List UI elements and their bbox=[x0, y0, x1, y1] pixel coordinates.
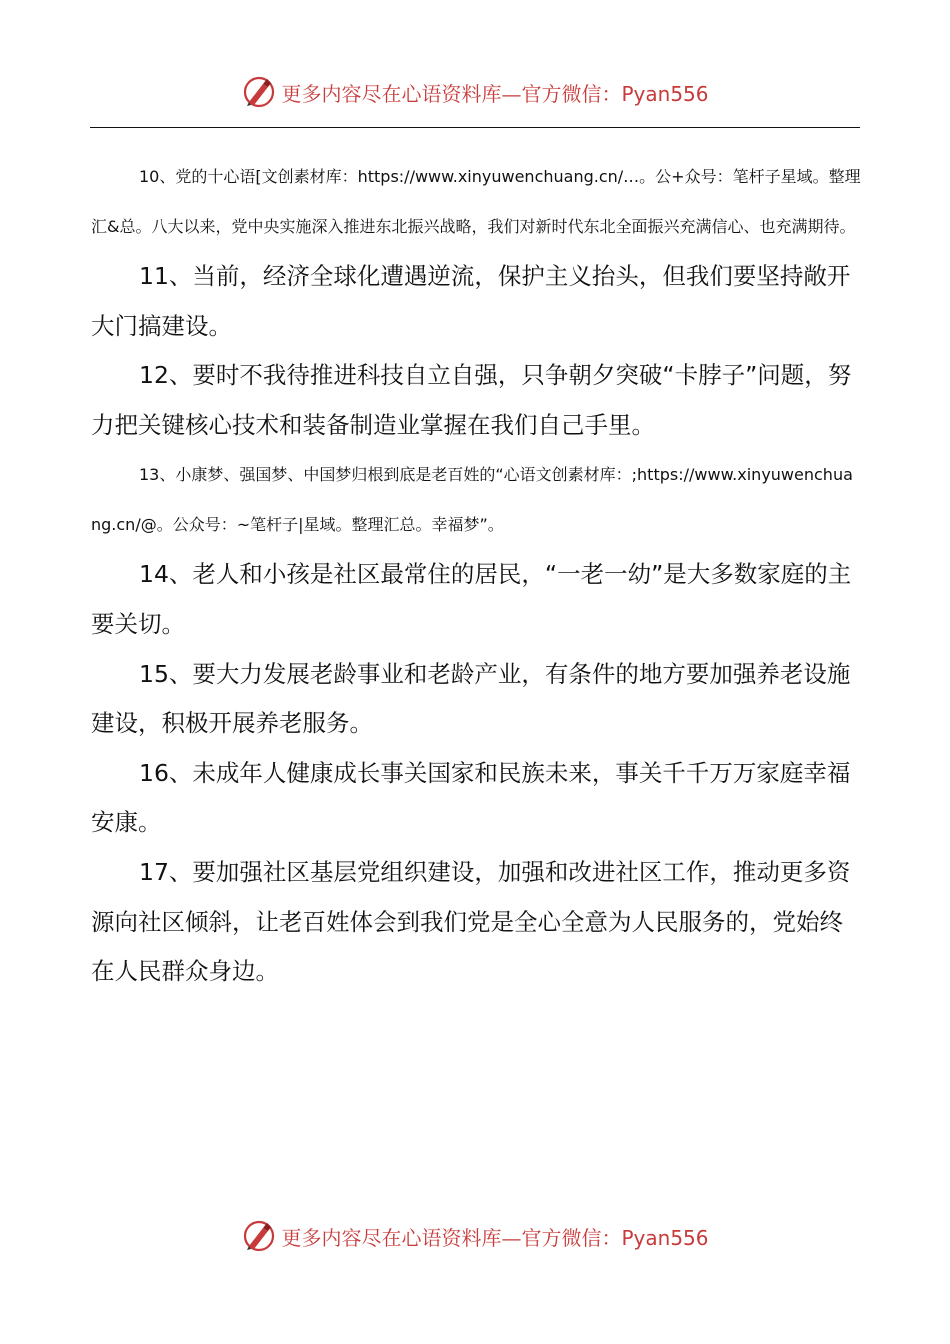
paragraph-11: 11、当前，经济全球化遭遇逆流，保护主义抬头，但我们要坚持敞开大门搞建设。 bbox=[91, 262, 851, 340]
paragraph-12: 12、要时不我待推进科技自立自强，只争朝夕突破“卡脖子”问题，努力把关键核心技术和装备制造业掌握在我们自己手里。 bbox=[91, 361, 852, 439]
header-banner-label: 更多内容尽在心语资料库—官方微信： bbox=[281, 81, 622, 106]
document-body bbox=[91, 152, 861, 997]
pen-logo-icon bbox=[241, 1218, 277, 1254]
paragraph-14: 14、老人和小孩是社区最常住的居民，“一老一幼”是大多数家庭的主要关切。 bbox=[91, 560, 852, 638]
paragraph-17: 17、要加强社区基层党组织建设，加强和改进社区工作，推动更多资源向社区倾斜，让老百姓体会到我们党是全心全意为人民服务的，党始终在人民群众身边。 bbox=[91, 857, 851, 986]
header-wechat-id: Pyan556 bbox=[621, 81, 709, 106]
paragraph-10: 10、党的十心语[文创素材库：https://www.xinyuwenchuang.cn/…。公+众号：笔杆子星域。整理汇&总。八大以来，党中央实施深入推进东北振兴战略，我们对新时代东北全面振兴充满信心、也充满期待。 bbox=[91, 167, 861, 236]
paragraph-13: 13、小康梦、强国梦、中国梦归根到底是老百姓的“心语文创素材库：;https://www.xinyuwenchuang.cn/@。公众号：~笔杆子|星域。整理汇总。幸福梦”。 bbox=[91, 465, 853, 535]
footer-wechat-id: Pyan556 bbox=[621, 1225, 709, 1250]
header-banner bbox=[0, 70, 950, 114]
footer-banner bbox=[0, 1214, 950, 1258]
pen-logo-icon bbox=[241, 74, 277, 110]
paragraph-16: 16、未成年人健康成长事关国家和民族未来，事关千千万万家庭幸福安康。 bbox=[91, 758, 851, 837]
footer-banner-text bbox=[281, 1222, 708, 1251]
paragraph-15: 15、要大力发展老龄事业和老龄产业，有条件的地方要加强养老设施建设，积极开展养老服务。 bbox=[91, 659, 851, 738]
footer-banner-label: 更多内容尽在心语资料库—官方微信： bbox=[281, 1225, 622, 1250]
header-banner-text bbox=[281, 78, 708, 107]
header-divider bbox=[90, 127, 860, 128]
